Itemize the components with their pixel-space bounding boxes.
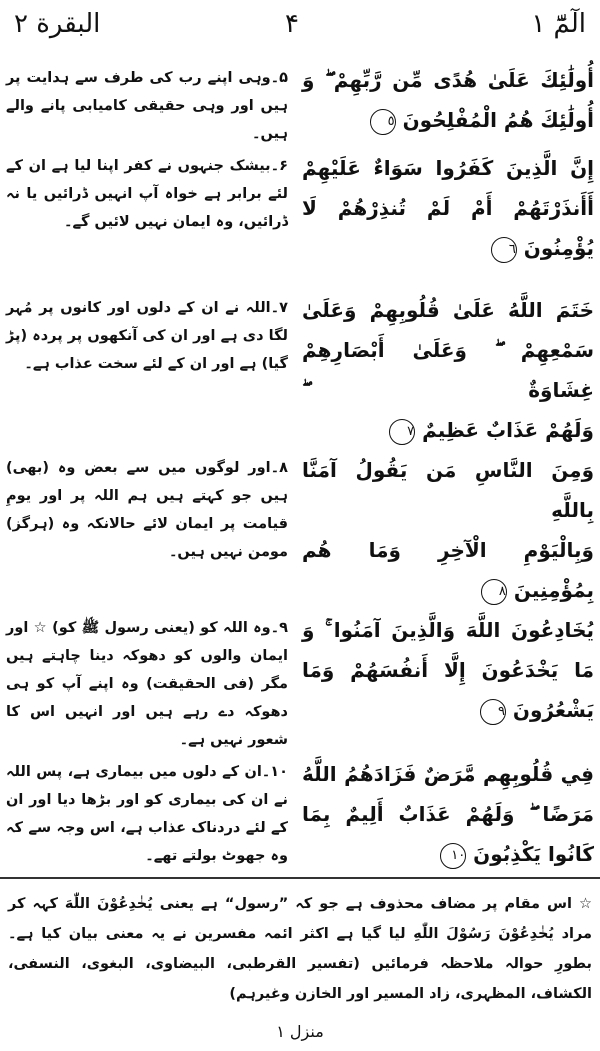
verse-number-marker: ١٠ [440,843,466,869]
verse-arabic [302,60,594,140]
surah-title: البقرة ٢ [14,9,101,39]
verse-row [0,450,600,610]
verse-arabic-line [302,410,594,450]
page-number: ۴ [285,9,299,39]
verse-arabic-line [302,290,594,330]
verse-arabic-line [302,794,594,834]
verse-arabic-text: مَا يَخْدَعُونَ إِلَّا أَنفُسَهُمْ وَمَا [302,658,594,682]
verse-arabic-line [302,228,594,268]
verse-arabic-line [302,754,594,794]
verses-container [0,60,600,874]
verse-number-marker: ٥ [370,109,396,135]
verse-arabic-text: يَشْعُرُونَ [512,698,594,722]
verse-arabic-text: يُؤْمِنُونَ [523,236,594,260]
verse-row [0,754,600,874]
manzil-label: منزل ١ [276,1022,324,1041]
verse-arabic-text: مَرَضًا ۖ وَلَهُمْ عَذَابٌ أَلِيمٌ بِمَا [302,802,594,826]
verse-row [0,290,600,450]
verse-arabic-text: كَانُوا يَكْذِبُونَ [473,842,594,866]
verse-arabic-text: سَمْعِهِمْ ۖ وَعَلَىٰ أَبْصَارِهِمْ غِشَاوَةٌ ۖ [302,338,594,402]
verse-arabic-line [302,834,594,874]
verse-arabic-line [302,570,594,610]
verse-arabic [302,754,594,874]
verse-urdu-translation: ۸۔اور لوگوں میں سے بعض وہ (بھی) ہیں جو کہتے ہیں ہم اللہ پر اور یومِ قیامت پر ایمان لائے حالانکہ وہ (ہرگز) مومن نہیں ہیں۔ [6,460,288,560]
verse-urdu-translation: ۶۔بیشک جنہوں نے کفر اپنا لیا ہے ان کے لئے برابر ہے خواہ آپ انہیں ڈرائیں یا نہ ڈرائیں، وہ ایمان نہیں لائیں گے۔ [6,158,288,230]
verse-urdu-translation: ۷۔اللہ نے ان کے دلوں اور کانوں پر مُہر لگا دی ہے اور ان کی آنکھوں پر پردہ (پڑ گیا) ہے اور ان کے لئے سخت عذاب ہے۔ [6,300,288,372]
verse-number-marker: ٩ [480,699,506,725]
verse-number-marker: ٧ [389,419,415,445]
verse-urdu-translation: ۵۔وہی اپنے رب کی طرف سے ہدایت پر ہیں اور وہی حقیقی کامیابی پانے والے ہیں۔ [6,70,288,142]
footnote: ☆ اس مقام پر مضاف محذوف ہے جو کہ ”رسول“ ہے یعنی یُخٰدِعُوْنَ اللّٰهَ کہہ کر مراد یُخٰدِعُوْنَ رَسُوْلَ اللّٰهِ لیا گیا ہے اکثر ائمہ مفسرین نے یہ معنی بیان کیا ہے۔ بطورِ حوالہ ملاحظہ فرمائیں (تفسیر القرطبی، البیضاوی، البغوی، النسفی، الکشاف، المظہری، زاد المسیر اور الخازن وغیرہم) [8,896,592,1002]
verse-arabic-text: يُخَادِعُونَ اللَّهَ وَالَّذِينَ آمَنُوا ۚ وَ [302,618,594,642]
verse-arabic-line [302,690,594,730]
verse-number-marker: ٨ [481,579,507,605]
footnote-divider [0,877,600,879]
verse-arabic-line [302,610,594,650]
verse-arabic [302,148,594,268]
verse-arabic-line [302,60,594,100]
verse-arabic [302,450,594,610]
verse-arabic-line [302,530,594,570]
verse-arabic [302,610,594,730]
verse-arabic-text: وَمِنَ النَّاسِ مَن يَقُولُ آمَنَّا بِاللَّهِ [302,458,594,522]
verse-arabic-text: فِي قُلُوبِهِم مَّرَضٌ فَزَادَهُمُ اللَّهُ [302,762,594,786]
verse-arabic-text: إِنَّ الَّذِينَ كَفَرُوا سَوَاءٌ عَلَيْهِمْ [302,156,594,180]
verse-arabic-text: أَأَنذَرْتَهُمْ أَمْ لَمْ تُنذِرْهُمْ لَا [302,196,594,220]
verse-urdu-translation: ۱۰۔ان کے دلوں میں بیماری ہے، پس اللہ نے ان کی بیماری کو اور بڑھا دیا اور ان کے لئے دردناک عذاب ہے، اس وجہ سے کہ وہ جھوٹ بولتے تھے۔ [6,764,288,864]
verse-row [0,148,600,290]
verse-arabic-line [302,100,594,140]
verse-arabic-line [302,330,594,410]
verse-arabic-text: أُولَٰئِكَ هُمُ الْمُفْلِحُونَ [402,108,594,132]
verse-arabic-text: أُولَٰئِكَ عَلَىٰ هُدًى مِّن رَّبِّهِمْ ۖ وَ [302,68,594,92]
verse-arabic-line [302,188,594,228]
page-header [0,0,600,60]
verse-row [0,610,600,754]
verse-arabic-line [302,450,594,530]
verse-urdu-translation: ۹۔وہ اللہ کو (یعنی رسول ﷺ کو) ☆ اور ایمان والوں کو دھوکہ دینا چاہتے ہیں مگر (فی الحقیقت) وہ اپنے آپ کو ہی دھوکہ دے رہے ہیں اور انہیں اس کا شعور نہیں ہے۔ [6,620,288,748]
verse-arabic-text: بِمُؤْمِنِينَ [513,578,594,602]
verse-arabic-text: وَلَهُمْ عَذَابٌ عَظِيمٌ [422,418,594,442]
verse-arabic-text: خَتَمَ اللَّهُ عَلَىٰ قُلُوبِهِمْ وَعَلَىٰ [302,298,594,322]
verse-arabic-text: وَبِالْيَوْمِ الْآخِرِ وَمَا هُم [302,538,594,562]
verse-arabic [302,290,594,450]
verse-row [0,60,600,148]
verse-arabic-line [302,650,594,690]
juz-title: الٓمّٓ ١ [531,9,586,39]
verse-arabic-line [302,148,594,188]
verse-number-marker: ٦ [491,237,517,263]
